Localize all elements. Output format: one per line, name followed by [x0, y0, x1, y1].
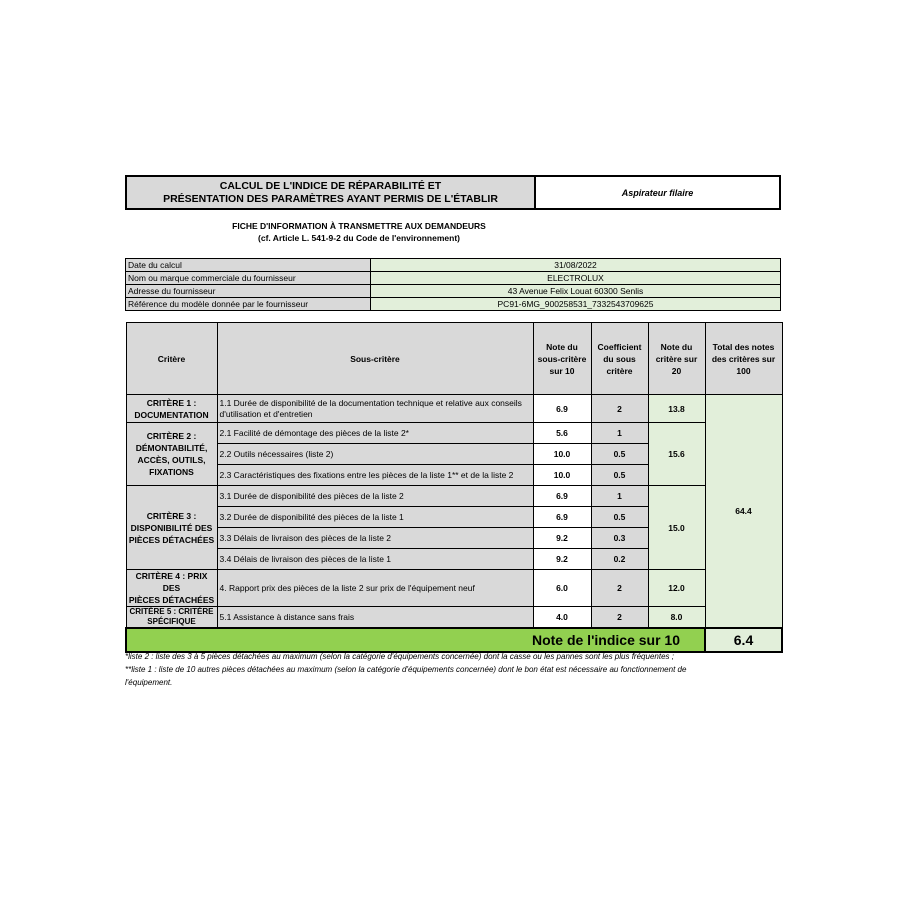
- criterion-4-note20: 12.0: [648, 570, 705, 607]
- header-critere: Critère: [126, 323, 217, 395]
- sub-note: 6.9: [533, 395, 591, 423]
- criterion-3-label-b: DISPONIBILITÉ DES PIÈCES DÉTACHÉES: [128, 522, 215, 545]
- sub-coef: 0.3: [591, 528, 648, 549]
- sub-note: 6.0: [533, 570, 591, 607]
- info-row: [126, 259, 781, 272]
- sub-criterion: 3.4 Délais de livraison des pièces de la liste 1: [217, 549, 533, 570]
- header-sous-critere: Sous-critère: [217, 323, 533, 395]
- table-row: [126, 570, 782, 607]
- criterion-4-cell: [126, 570, 217, 607]
- sub-criterion: 2.3 Caractéristiques des fixations entre les pièces de la liste 1** et de la liste 2: [217, 465, 533, 486]
- sub-coef: 1: [591, 486, 648, 507]
- footnote-2: **liste 1 : liste de 10 autres pièces détachées au maximum (selon la catégorie d'équipements concernée) dont le bon état est nécessaire au fonctionnement de: [125, 665, 687, 674]
- title-line-1: CALCUL DE L'INDICE DE RÉPARABILITÉ ET: [219, 179, 442, 192]
- total-score-100: 64.4: [705, 395, 782, 629]
- criterion-2-label-b: DÉMONTABILITÉ, ACCÈS, OUTILS, FIXATIONS: [135, 443, 208, 477]
- sub-coef: 0.5: [591, 444, 648, 465]
- sub-criterion: 3.1 Durée de disponibilité des pièces de la liste 2: [217, 486, 533, 507]
- criterion-5-cell: [126, 607, 217, 629]
- criterion-3-label-a: CRITÈRE 3 :: [146, 510, 197, 521]
- criterion-1-cell: [126, 395, 217, 423]
- criterion-1-label-b: DOCUMENTATION: [134, 409, 209, 420]
- sub-criterion: 2.1 Facilité de démontage des pièces de la liste 2*: [217, 423, 533, 444]
- info-value: 43 Avenue Felix Louat 60300 Senlis: [371, 285, 781, 298]
- info-label: Date du calcul: [126, 259, 371, 272]
- criterion-5-note20: 8.0: [648, 607, 705, 629]
- criterion-2-cell: [126, 423, 217, 486]
- info-label: Nom ou marque commerciale du fournisseur: [126, 272, 371, 285]
- sub-note: 9.2: [533, 528, 591, 549]
- sub-note: 10.0: [533, 465, 591, 486]
- sub-coef: 0.5: [591, 507, 648, 528]
- repairability-table: [125, 322, 783, 653]
- criterion-5-label-a: CRITÈRE 5 : CRITÈRE: [129, 607, 214, 616]
- product-type: Aspirateur filaire: [621, 187, 694, 198]
- header-note10: Note du sous-critère sur 10: [533, 323, 591, 395]
- sub-coef: 2: [591, 570, 648, 607]
- info-row: [126, 298, 781, 311]
- table-row: [126, 486, 782, 507]
- info-row: [126, 285, 781, 298]
- fiche-subtitle: [125, 220, 593, 244]
- sub-criterion: 3.2 Durée de disponibilité des pièces de la liste 1: [217, 507, 533, 528]
- index-value: 6.4: [705, 628, 782, 652]
- title-box: [125, 175, 781, 210]
- table-row: [126, 423, 782, 444]
- sub-criterion: 1.1 Durée de disponibilité de la documentation technique et relative aux conseils d'utilisation et d'entretien: [217, 395, 533, 423]
- table-row: [126, 395, 782, 423]
- footnote-3: l'équipement.: [125, 678, 173, 687]
- criterion-3-cell: [126, 486, 217, 570]
- title-line-2: PRÉSENTATION DES PARAMÈTRES AYANT PERMIS DE L'ÉTABLIR: [163, 192, 498, 205]
- sub-criterion: 3.3 Délais de livraison des pièces de la liste 2: [217, 528, 533, 549]
- criterion-4-label-a: CRITÈRE 4 : PRIX DES: [135, 571, 208, 593]
- sub-criterion: 5.1 Assistance à distance sans frais: [217, 607, 533, 629]
- table-header-row: [126, 323, 782, 395]
- criterion-1-note20: 13.8: [648, 395, 705, 423]
- sub-coef: 2: [591, 395, 648, 423]
- sub-note: 10.0: [533, 444, 591, 465]
- table-row: [126, 607, 782, 629]
- info-value: 31/08/2022: [371, 259, 781, 272]
- sub-note: 4.0: [533, 607, 591, 629]
- sub-note: 9.2: [533, 549, 591, 570]
- sub-note: 5.6: [533, 423, 591, 444]
- footnotes: [125, 650, 785, 689]
- header-total: Total des notes des critères sur 100: [705, 323, 782, 395]
- sub-criterion: 2.2 Outils nécessaires (liste 2): [217, 444, 533, 465]
- footnote-1: *liste 2 : liste des 3 à 5 pièces détachées au maximum (selon la catégorie d'équipements concernée) dont la casse ou les pannes sont les plus fréquentes ;: [125, 652, 674, 661]
- sub-coef: 1: [591, 423, 648, 444]
- info-value: ELECTROLUX: [371, 272, 781, 285]
- criterion-2-label-a: CRITÈRE 2 :: [146, 431, 197, 441]
- sub-coef: 0.5: [591, 465, 648, 486]
- header-coef: Coefficient du sous critère: [591, 323, 648, 395]
- sub-note: 6.9: [533, 486, 591, 507]
- criterion-3-note20: 15.0: [648, 486, 705, 570]
- supplier-info-table: [125, 258, 781, 311]
- sub-note: 6.9: [533, 507, 591, 528]
- header-note20: Note du critère sur 20: [648, 323, 705, 395]
- criterion-2-note20: 15.6: [648, 423, 705, 486]
- criterion-4-label-b: PIÈCES DÉTACHÉES: [128, 595, 215, 605]
- fiche-line-2: (cf. Article L. 541-9-2 du Code de l'environnement): [258, 233, 460, 243]
- info-label: Référence du modèle donnée par le fournisseur: [126, 298, 371, 311]
- sub-coef: 2: [591, 607, 648, 629]
- index-label: Note de l'indice sur 10: [126, 628, 705, 652]
- fiche-line-1: FICHE D'INFORMATION À TRANSMETTRE AUX DEMANDEURS: [232, 221, 486, 231]
- criterion-1-label-a: CRITÈRE 1 :: [146, 397, 197, 408]
- sub-coef: 0.2: [591, 549, 648, 570]
- info-row: [126, 272, 781, 285]
- sub-criterion: 4. Rapport prix des pièces de la liste 2 sur prix de l'équipement neuf: [217, 570, 533, 607]
- info-value: PC91-6MG_900258531_7332543709625: [371, 298, 781, 311]
- index-total-row: [126, 628, 782, 652]
- document-title: [127, 177, 536, 208]
- criterion-5-label-b: SPÉCIFIQUE: [147, 617, 196, 626]
- info-label: Adresse du fournisseur: [126, 285, 371, 298]
